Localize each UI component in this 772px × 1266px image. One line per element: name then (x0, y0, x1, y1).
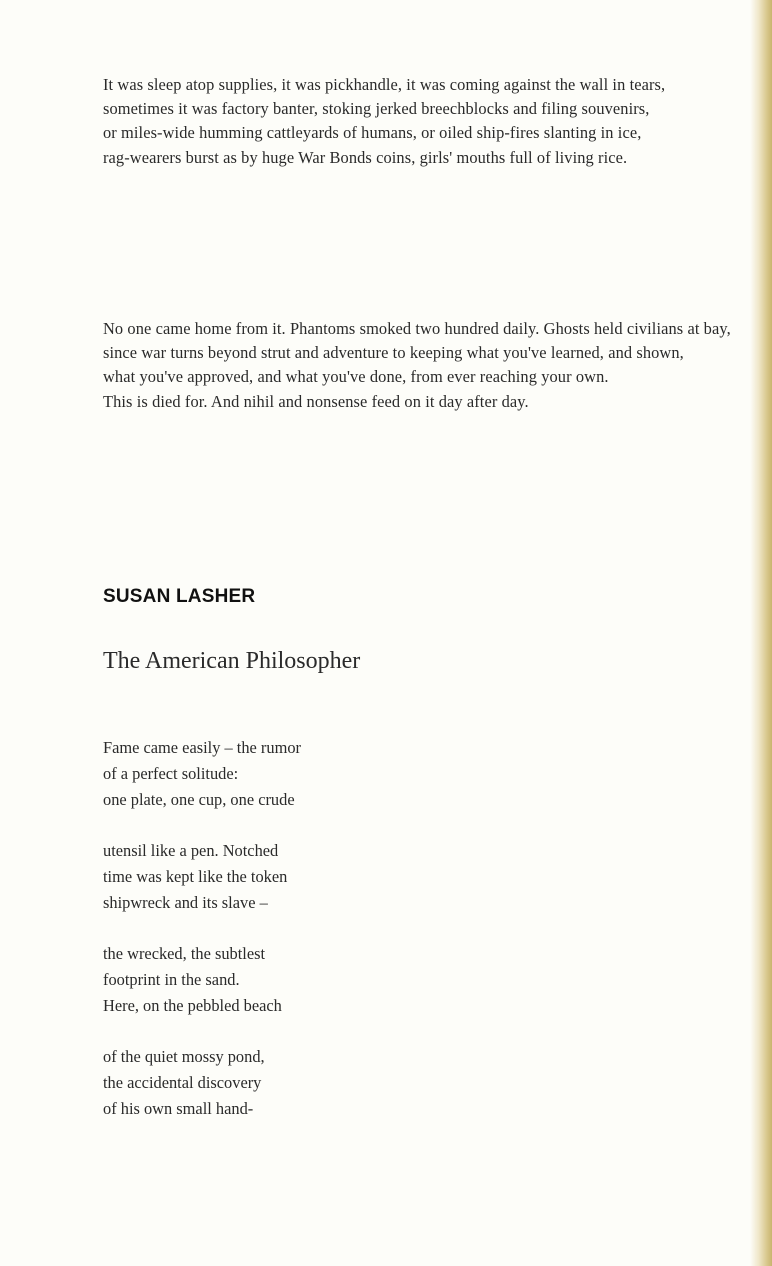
verse-line: It was sleep atop supplies, it was pickhandle, it was coming against the wall in tears, (103, 75, 666, 94)
poem-line: Here, on the pebbled beach (103, 996, 282, 1015)
verse-line: No one came home from it. Phantoms smoked two hundred daily. Ghosts held civilians at bay, (103, 319, 731, 338)
previous-poem-stanza-2 (103, 317, 763, 414)
verse-line: or miles-wide humming cattleyards of humans, or oiled ship-fires slanting in ice, (103, 123, 642, 143)
verse-line: what you've approved, and what you've done, from ever reaching your own. (103, 367, 609, 387)
verse-line: sometimes it was factory banter, stoking jerked breechblocks and filing souvenirs, (103, 99, 650, 119)
poem-line: shipwreck and its slave – (103, 893, 268, 912)
poem-line: the wrecked, the subtlest (103, 944, 266, 963)
poem-stanza (103, 838, 503, 916)
poem-line: the accidental discovery (103, 1073, 262, 1092)
poem-line: utensil like a pen. Notched (103, 841, 279, 860)
verse-line: since war turns beyond strut and adventure to keeping what you've learned, and shown, (103, 343, 684, 363)
poem-line: of his own small hand- (103, 1099, 254, 1118)
poem-line: footprint in the sand. (103, 970, 240, 989)
author-name: SUSAN LASHER (103, 586, 256, 607)
poem-title: The American Philosopher (103, 648, 361, 674)
poem-line: time was kept like the token (103, 867, 288, 886)
verse-line: rag-wearers burst as by huge War Bonds coins, girls' mouths full of living rice. (103, 147, 628, 167)
poem-stanza (103, 941, 503, 1019)
poem-body (103, 735, 503, 1147)
poem-stanza (103, 1044, 503, 1122)
poem-stanza (103, 735, 503, 813)
previous-poem-stanza-1 (103, 73, 763, 170)
poem-line: of a perfect solitude: (103, 764, 239, 783)
verse-line: This is died for. And nihil and nonsense feed on it day after day. (103, 391, 529, 411)
poem-line: one plate, one cup, one crude (103, 790, 295, 809)
poem-line: Fame came easily – the rumor (103, 738, 301, 757)
poem-line: of the quiet mossy pond, (103, 1047, 265, 1066)
page-edge (750, 0, 772, 1266)
